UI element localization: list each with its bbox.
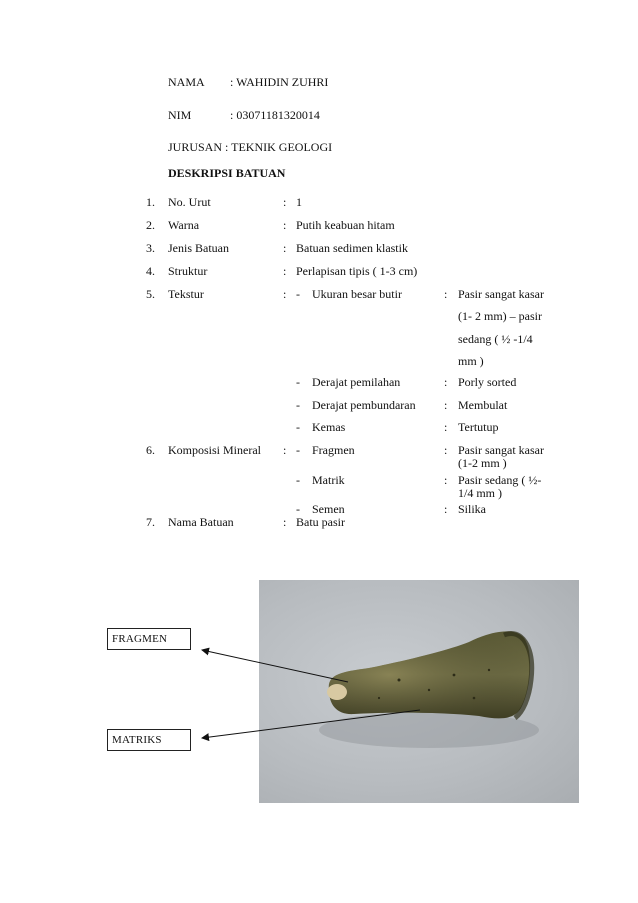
sub-value: Membulat [458,398,508,412]
jurusan-line: JURUSAN : TEKNIK GEOLOGI [168,140,333,154]
nama-label: NAMA [168,75,205,89]
row-colon: : [283,195,287,209]
fragmen-arrow [202,650,348,682]
sub-dash: - [296,398,300,412]
sub-colon: : [444,502,448,516]
sub-value: 1/4 mm ) [458,486,502,500]
sub-colon: : [444,375,448,389]
row-number: 4. [146,264,155,278]
sub-value: sedang ( ½ -1/4 [458,332,533,346]
sub-name: Fragmen [312,443,355,457]
sub-dash: - [296,473,300,487]
sub-value: Pasir sangat kasar [458,287,544,301]
sub-colon: : [444,443,448,457]
sub-value: (1-2 mm ) [458,456,507,470]
row-colon: : [283,287,287,301]
row-colon: : [283,241,287,255]
section-title: DESKRIPSI BATUAN [168,166,286,180]
row-value: Batuan sedimen klastik [296,241,408,255]
sub-value: (1- 2 mm) – pasir [458,309,542,323]
sub-dash: - [296,443,300,457]
sub-value: Porly sorted [458,375,517,389]
row-number: 5. [146,287,155,301]
sub-name: Semen [312,502,345,516]
sub-dash: - [296,502,300,516]
matriks-label-box: MATRIKS [107,729,191,751]
row-label: Warna [168,218,200,232]
sub-value: mm ) [458,354,484,368]
row-number: 6. [146,443,155,457]
sub-name: Derajat pemilahan [312,375,401,389]
nama-value: : WAHIDIN ZUHRI [230,75,329,89]
row-number: 7. [146,515,155,529]
sub-name: Matrik [312,473,345,487]
row-number: 2. [146,218,155,232]
row-value: Batu pasir [296,515,345,529]
sub-dash: - [296,375,300,389]
row-label: Struktur [168,264,208,278]
row-colon: : [283,264,287,278]
sub-value: Tertutup [458,420,499,434]
sub-value: Silika [458,502,487,516]
sub-colon: : [444,420,448,434]
row-label: Nama Batuan [168,515,234,529]
sub-name: Derajat pembundaran [312,398,416,412]
matriks-arrow [202,710,420,738]
row-value: Perlapisan tipis ( 1-3 cm) [296,264,418,278]
row-number: 1. [146,195,155,209]
sub-colon: : [444,287,448,301]
row-number: 3. [146,241,155,255]
nim-value: : 03071181320014 [230,108,320,122]
sub-value: Pasir sedang ( ½- [458,473,542,487]
row-label: Jenis Batuan [168,241,229,255]
nim-label: NIM [168,108,192,122]
row-value: 1 [296,195,302,209]
sub-name: Ukuran besar butir [312,287,402,301]
sub-colon: : [444,473,448,487]
fragmen-label-box: FRAGMEN [107,628,191,650]
row-value: Putih keabuan hitam [296,218,395,232]
row-colon: : [283,443,287,457]
sub-dash: - [296,287,300,301]
row-colon: : [283,515,287,529]
row-label: Tekstur [168,287,204,301]
row-colon: : [283,218,287,232]
row-label: No. Urut [168,195,211,209]
row-label: Komposisi Mineral [168,443,261,457]
sub-value: Pasir sangat kasar [458,443,544,457]
sub-dash: - [296,420,300,434]
sub-colon: : [444,398,448,412]
sub-name: Kemas [312,420,346,434]
